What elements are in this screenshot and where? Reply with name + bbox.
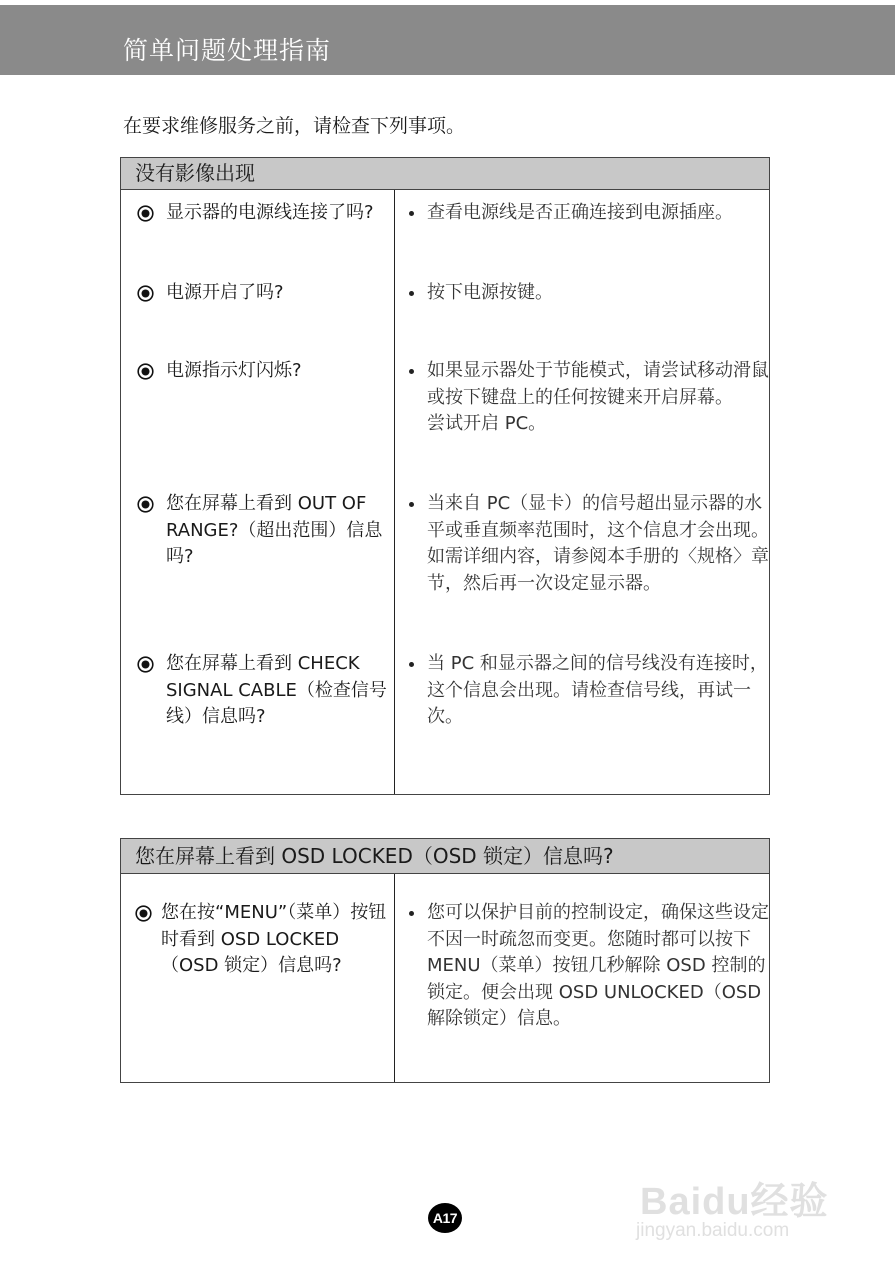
section-no-image xyxy=(120,157,770,795)
answer-text: 查看电源线是否正确连接到电源插座。 xyxy=(427,202,733,223)
bullet-dot-icon xyxy=(409,291,414,296)
question-text: 您在按“MENU”（菜单）按钮时看到 OSD LOCKED（OSD 锁定）信息吗? xyxy=(161,902,387,976)
answer-item xyxy=(409,651,769,731)
bullet-dot-icon xyxy=(409,369,414,374)
question-text: 您在屏幕上看到 CHECK SIGNAL CABLE（检查信号线）信息吗? xyxy=(166,653,387,727)
answer-item xyxy=(409,358,769,438)
intro-text: 在要求维修服务之前，请检查下列事项。 xyxy=(123,115,466,137)
question-text: 您在屏幕上看到 OUT OF RANGE?（超出范围）信息吗? xyxy=(166,493,383,567)
bullet-dot-icon xyxy=(409,211,414,216)
answer-text: 如果显示器处于节能模式，请尝试移动滑鼠或按下键盘上的任何按键来开启屏幕。 尝试开启 PC。 xyxy=(427,360,769,434)
question-text: 电源开启了吗? xyxy=(166,282,284,303)
bullet-circle-icon xyxy=(137,205,154,222)
question-item xyxy=(139,651,391,731)
bullet-dot-icon xyxy=(409,911,414,916)
question-text: 电源指示灯闪烁? xyxy=(166,360,302,381)
section-title: 没有影像出现 xyxy=(121,158,769,190)
question-item xyxy=(139,280,391,307)
page-number: A17 xyxy=(428,1203,462,1233)
bullet-circle-icon xyxy=(137,496,154,513)
question-text: 显示器的电源线连接了吗? xyxy=(166,202,374,223)
baidu-watermark xyxy=(630,1150,860,1250)
watermark-logo: Baidu经验 xyxy=(640,1181,829,1223)
answer-text: 按下电源按键。 xyxy=(427,282,553,303)
bullet-circle-icon xyxy=(137,363,154,380)
question-item xyxy=(139,491,391,571)
column-divider xyxy=(394,190,395,794)
section-title: 您在屏幕上看到 OSD LOCKED（OSD 锁定）信息吗? xyxy=(121,839,769,874)
answer-item xyxy=(409,900,769,1033)
question-item xyxy=(139,358,391,385)
bullet-circle-icon xyxy=(137,285,154,302)
bullet-dot-icon xyxy=(409,502,414,507)
answer-text: 当来自 PC（显卡）的信号超出显示器的水平或垂直频率范围时，这个信息才会出现。如需详细内容，请参阅本手册的〈规格〉章节，然后再一次设定显示器。 xyxy=(427,493,769,594)
answer-item xyxy=(409,491,769,597)
page-title: 简单问题处理指南 xyxy=(123,36,332,65)
column-divider xyxy=(394,874,395,1082)
section-osd-locked xyxy=(120,838,770,1083)
question-item xyxy=(139,200,391,227)
answer-item xyxy=(409,280,769,307)
question-item xyxy=(137,900,389,980)
watermark-url: jingyan.baidu.com xyxy=(636,1220,790,1241)
answer-text: 当 PC 和显示器之间的信号线没有连接时，这个信息会出现。请检查信号线，再试一次。 xyxy=(427,653,768,727)
bullet-circle-icon xyxy=(135,905,152,922)
answer-text: 您可以保护目前的控制设定，确保这些设定不因一时疏忽而变更。您随时都可以按下 MENU（菜单）按钮几秒解除 OSD 控制的锁定。便会出现 OSD UNLOCKED（OSD 解除锁定）信息。 xyxy=(427,902,769,1029)
bullet-circle-icon xyxy=(137,656,154,673)
bullet-dot-icon xyxy=(409,662,414,667)
answer-item xyxy=(409,200,769,227)
